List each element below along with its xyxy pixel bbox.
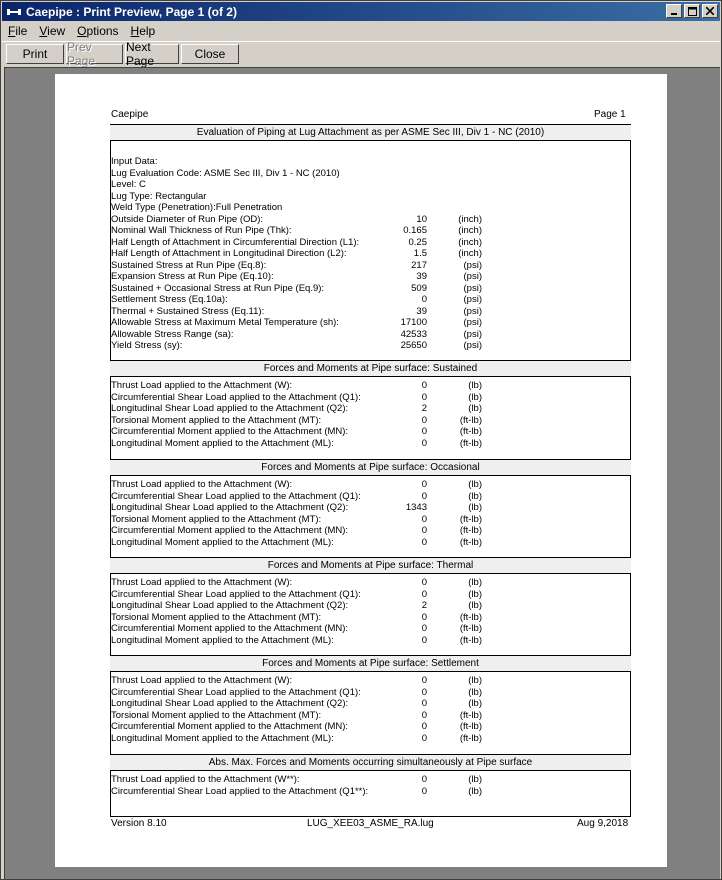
input-row-label: Outside Diameter of Run Pipe (OD): [111,213,264,225]
input-row-value: 25650 [400,340,427,351]
input-line: Input Data: [111,156,158,167]
input-row-unit: (psi) [463,294,482,305]
input-row-label: Settlement Stress (Eq.10a): [111,294,228,305]
section-row-value: 0 [421,437,427,449]
section-row-value: 0 [421,380,427,391]
input-row-unit: (psi) [463,271,482,282]
section-row-value: 0 [421,721,427,732]
input-row-value: 1.5 [413,248,427,259]
section-header: Forces and Moments at Pipe surface: Thermal [110,557,631,574]
section-row-value: 2 [421,600,427,611]
section-header: Forces and Moments at Pipe surface: Occasional [110,459,631,476]
footer-date: Aug 9,2018 [577,818,629,829]
input-row-value: 509 [411,282,427,294]
close-window-button[interactable] [702,4,718,18]
section-row-label: Circumferential Moment applied to the Attachment (MN): [111,623,349,634]
input-line: Lug Type: Rectangular [111,190,207,202]
section-row-label: Circumferential Shear Load applied to the Attachment (Q1): [111,490,361,502]
section-row-label: Thrust Load applied to the Attachment (W**): [111,774,300,785]
section-row-value: 0 [421,391,427,403]
section-row-unit: (lb) [468,686,482,698]
report-title: Evaluation of Piping at Lug Attachment as per ASME Sec III, Div 1 - NC (2010) [110,124,631,141]
input-row-unit: (psi) [463,259,482,271]
menu-help-accel: H [130,24,140,38]
input-row-unit: (inch) [458,213,482,225]
section-row-value: 0 [421,709,427,721]
input-row-label: Sustained + Occasional Stress at Run Pipe (Eq.9): [111,282,325,294]
section-row-value: 0 [421,513,427,525]
next-page-button[interactable]: Next Page [125,44,179,64]
menu-options-rest: ptions [86,24,119,38]
section-row-label: Longitudinal Moment applied to the Attachment (ML): [111,437,334,449]
section-row-unit: (lb) [468,403,482,414]
maximize-button[interactable] [684,4,700,18]
input-row-unit: (psi) [463,282,482,294]
section-row-unit: (ft-lb) [459,437,482,449]
section-row-unit: (ft-lb) [459,732,482,744]
section-row-unit: (ft-lb) [459,426,482,437]
maximize-icon [688,7,697,16]
section-row-unit: (ft-lb) [459,623,482,634]
section-row-label: Longitudinal Moment applied to the Attachment (ML): [111,536,334,548]
close-button[interactable]: Close [181,44,239,64]
input-row-value: 42533 [400,328,427,340]
section-row-unit: (lb) [468,391,482,403]
menu-bar [2,22,720,40]
page-header-number: Page 1 [594,109,626,120]
section-row-unit: (ft-lb) [459,634,482,646]
input-row-value: 0.165 [403,225,427,236]
section-row-unit: (lb) [468,785,482,797]
section-row-label: Circumferential Shear Load applied to the Attachment (Q1): [111,588,361,600]
section-row-unit: (ft-lb) [459,414,482,426]
section-row-value: 0 [421,623,427,634]
input-row-unit: (inch) [458,225,482,236]
section-row-label: Circumferential Moment applied to the Attachment (MN): [111,426,349,437]
section-row-value: 0 [421,686,427,698]
section-row-label: Longitudinal Shear Load applied to the Attachment (Q2): [111,600,349,611]
section-row-label: Thrust Load applied to the Attachment (W): [111,675,293,686]
input-row-label: Sustained Stress at Run Pipe (Eq.8): [111,259,267,271]
section-row-value: 0 [421,698,427,709]
toolbar [2,39,720,68]
section-row-unit: (ft-lb) [459,536,482,548]
section-row-unit: (lb) [468,380,482,391]
section-row-label: Torsional Moment applied to the Attachment (MT): [111,709,322,721]
section-row-label: Circumferential Moment applied to the Attachment (MN): [111,721,349,732]
input-line: Lug Evaluation Code: ASME Sec III, Div 1 - NC (2010) [111,167,340,179]
page-header-app: Caepipe [111,109,149,120]
section-row-unit: (lb) [468,698,482,709]
section-header: Forces and Moments at Pipe surface: Settlement [110,655,631,672]
input-row-label: Nominal Wall Thickness of Run Pipe (Thk): [111,225,292,236]
section-row-value: 0 [421,490,427,502]
input-line: Level: C [111,179,146,190]
section-row-label: Torsional Moment applied to the Attachment (MT): [111,611,322,623]
section-row-value: 1343 [405,502,427,513]
input-row-value: 39 [416,271,427,282]
section-row-value: 0 [421,525,427,536]
section-row-value: 0 [421,577,427,588]
section-row-label: Longitudinal Moment applied to the Attachment (ML): [111,634,334,646]
close-icon [706,7,714,15]
input-row-value: 0 [421,294,427,305]
input-row-label: Expansion Stress at Run Pipe (Eq.10): [111,271,274,282]
section-row-label: Longitudinal Shear Load applied to the Attachment (Q2): [111,698,349,709]
window-title: Caepipe : Print Preview, Page 1 (of 2) [26,4,237,19]
section-row-label: Torsional Moment applied to the Attachment (MT): [111,414,322,426]
section-row-unit: (lb) [468,577,482,588]
input-row-label: Yield Stress (sy): [111,340,183,351]
section-row-value: 2 [421,403,427,414]
section-row-label: Longitudinal Shear Load applied to the Attachment (Q2): [111,403,349,414]
menu-file-accel: F [8,24,16,38]
section-row-unit: (ft-lb) [459,721,482,732]
menu-view-rest: iew [47,24,66,38]
section-row-label: Circumferential Shear Load applied to the Attachment (Q1): [111,686,361,698]
section-row-unit: (lb) [468,588,482,600]
section-row-label: Thrust Load applied to the Attachment (W): [111,577,293,588]
input-row-unit: (psi) [463,328,482,340]
section-row-unit: (lb) [468,675,482,686]
section-row-label: Circumferential Moment applied to the Attachment (MN): [111,525,349,536]
menu-file[interactable] [2,24,33,38]
section-row-value: 0 [421,732,427,744]
input-row-label: Half Length of Attachment in Longitudinal Direction (L2): [111,248,347,259]
input-row-value: 217 [411,259,427,271]
section-row-label: Thrust Load applied to the Attachment (W): [111,479,293,490]
section-row-unit: (ft-lb) [459,525,482,536]
menu-options-accel: O [77,24,87,38]
section-row-value: 0 [421,588,427,600]
title-bar[interactable] [2,2,720,21]
section-header: Abs. Max. Forces and Moments occurring simultaneously at Pipe surface [110,754,631,771]
section-row-value: 0 [421,426,427,437]
print-button[interactable]: Print [6,44,64,64]
input-row-unit: (inch) [458,248,482,259]
input-row-value: 0.25 [408,236,427,248]
section-row-value: 0 [421,785,427,797]
section-row-value: 0 [421,774,427,785]
section-row-unit: (lb) [468,490,482,502]
input-row-label: Allowable Stress Range (sa): [111,328,234,340]
footer-version: Version 8.10 [111,818,167,829]
input-row-value: 17100 [400,317,427,328]
section-header: Forces and Moments at Pipe surface: Sustained [110,360,631,377]
section-row-label: Longitudinal Moment applied to the Attachment (ML): [111,732,334,744]
section-row-value: 0 [421,536,427,548]
menu-view-accel: V [39,24,48,38]
section-row-value: 0 [421,675,427,686]
section-row-value: 0 [421,634,427,646]
section-row-unit: (ft-lb) [459,709,482,721]
input-row-label: Allowable Stress at Maximum Metal Temperature (sh): [111,317,339,328]
input-line: Weld Type (Penetration):Full Penetration [111,202,283,213]
section-row-value: 0 [421,414,427,426]
input-row-unit: (psi) [463,305,482,317]
menu-file-rest: ile [15,24,28,38]
section-row-value: 0 [421,479,427,490]
input-row-value: 39 [416,305,427,317]
section-row-unit: (lb) [468,774,482,785]
section-row-unit: (ft-lb) [459,513,482,525]
input-row-label: Half Length of Attachment in Circumferential Direction (L1): [111,236,360,248]
section-row-label: Thrust Load applied to the Attachment (W): [111,380,293,391]
menu-view[interactable] [33,24,71,38]
section-row-label: Torsional Moment applied to the Attachment (MT): [111,513,322,525]
section-row-value: 0 [421,611,427,623]
section-row-label: Circumferential Shear Load applied to the Attachment (Q1): [111,391,361,403]
input-row-unit: (psi) [463,340,482,351]
input-row-unit: (inch) [458,236,482,248]
input-row-unit: (psi) [463,317,482,328]
minimize-icon [670,7,678,15]
footer-filename: LUG_XEE03_ASME_RA.lug [307,818,434,829]
input-row-label: Thermal + Sustained Stress (Eq.11): [111,305,265,317]
caepipe-app-icon [6,6,22,18]
section-row-label: Circumferential Shear Load applied to the Attachment (Q1**): [111,785,369,797]
section-row-unit: (ft-lb) [459,611,482,623]
menu-help[interactable] [125,24,162,38]
prev-page-button[interactable]: Prev Page [66,44,123,64]
input-row-value: 10 [416,213,427,225]
minimize-button[interactable] [666,4,682,18]
section-row-unit: (lb) [468,502,482,513]
section-row-label: Longitudinal Shear Load applied to the Attachment (Q2): [111,502,349,513]
menu-options[interactable] [71,24,124,38]
section-row-unit: (lb) [468,600,482,611]
section-row-unit: (lb) [468,479,482,490]
menu-help-rest: elp [139,24,156,38]
